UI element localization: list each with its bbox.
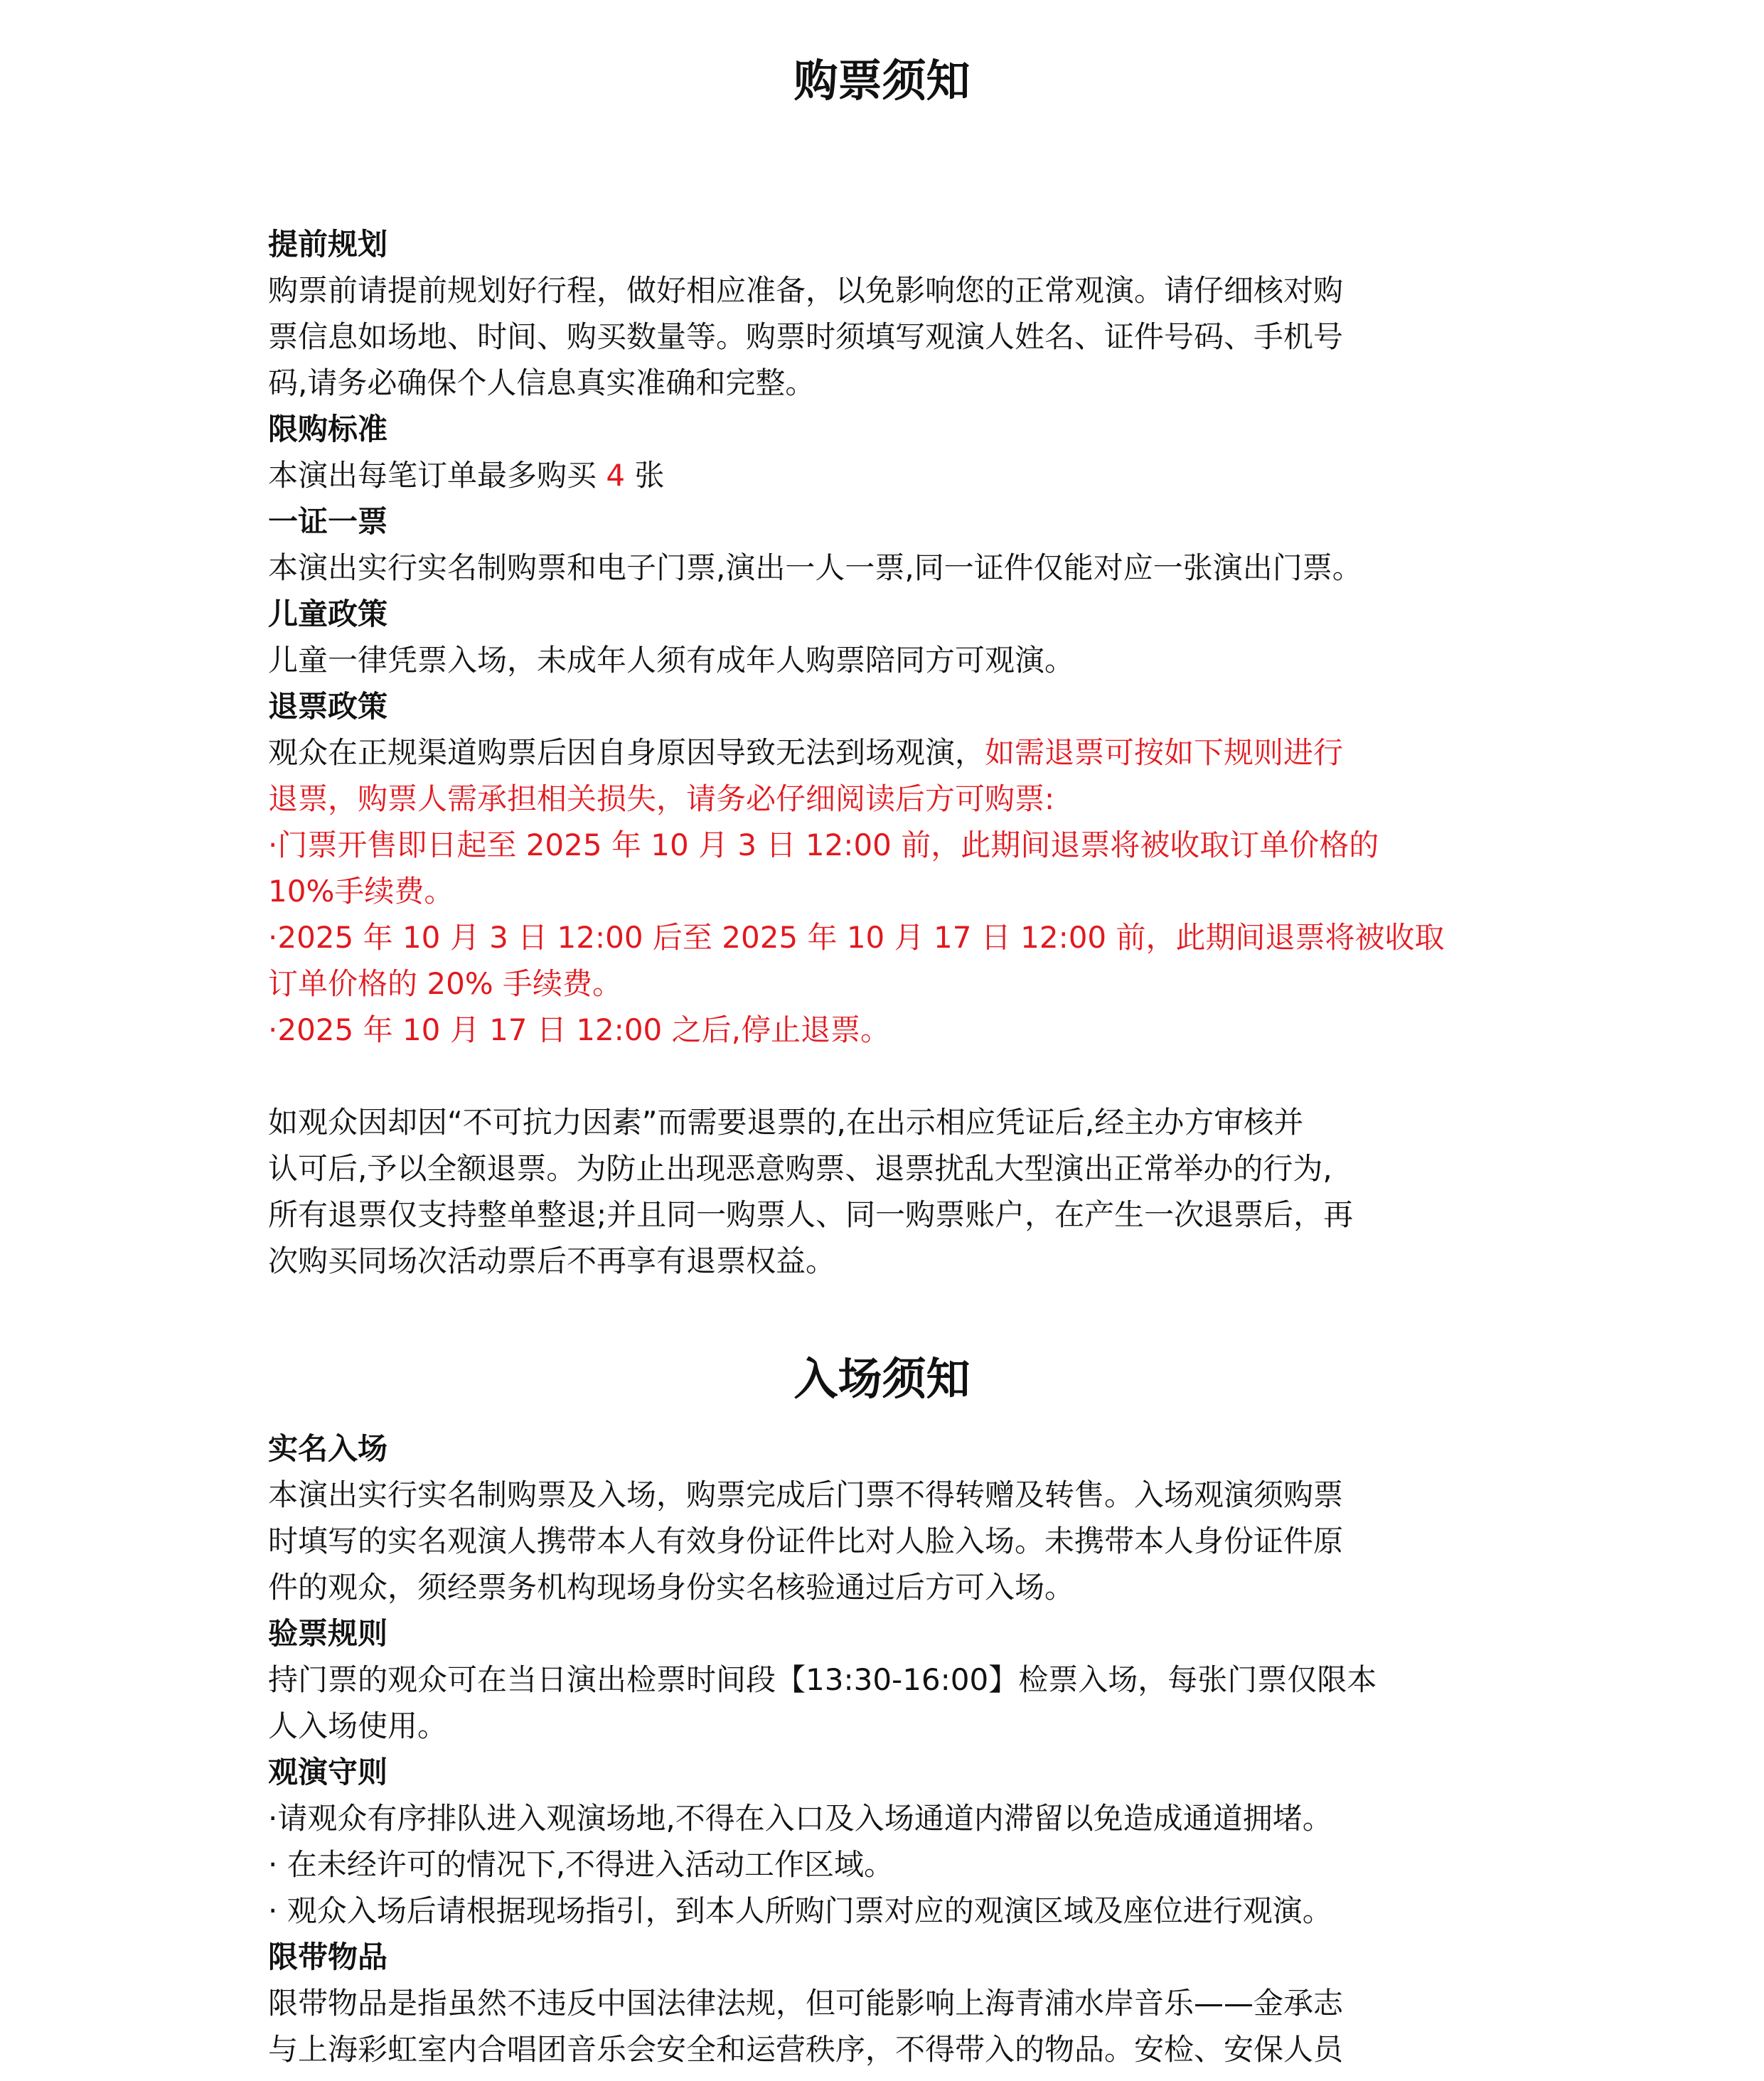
paragraph-gap bbox=[268, 1053, 1519, 1099]
planning-line: 码,请务必确保个人信息真实准确和完整。 bbox=[268, 365, 816, 400]
heading-refund-policy: 退票政策 bbox=[268, 689, 388, 724]
heading-purchase-limit: 限购标准 bbox=[268, 412, 388, 446]
refund-rule-line: ·2025 年 10 月 3 日 12:00 后至 2025 年 10 月 17 日 12:00 前，此期间退票将被收取 bbox=[268, 920, 1445, 955]
force-majeure-line: 认可后,予以全额退票。为防止出现恶意购票、退票扰乱大型演出正常举办的行为, bbox=[268, 1151, 1332, 1186]
force-majeure-line: 次购买同场次活动票后不再享有退票权益。 bbox=[268, 1243, 836, 1278]
refund-rule-line: ·2025 年 10 月 17 日 12:00 之后,停止退票。 bbox=[268, 1012, 890, 1047]
refund-intro-line bbox=[268, 729, 1519, 776]
child-policy-line: 儿童一律凭票入场，未成年人须有成年人购票陪同方可观演。 bbox=[268, 643, 1075, 678]
refund-warning-text: 如需退票可按如下规则进行 bbox=[985, 735, 1344, 770]
conduct-line: · 在未经许可的情况下,不得进入活动工作区域。 bbox=[268, 1847, 894, 1882]
restricted-line: 限带物品是指虽然不违反中国法律法规，但可能影响上海青浦水岸音乐——金承志 bbox=[268, 1986, 1344, 2021]
refund-warning-line: 退票，购票人需承担相关损失，请务必仔细阅读后方可购票: bbox=[268, 781, 1055, 816]
realname-line: 本演出实行实名制购票及入场，购票完成后门票不得转赠及转售。入场观演须购票 bbox=[268, 1477, 1344, 1512]
ticket-check-line: 人入场使用。 bbox=[268, 1708, 448, 1743]
realname-line: 件的观众，须经票务机构现场身份实名核验通过后方可入场。 bbox=[268, 1570, 1075, 1605]
section-title-entry-notice: 入场须知 bbox=[793, 1353, 971, 1405]
conduct-line: ·请观众有序排队进入观演场地,不得在入口及入场通道内滞留以免造成通道拥堵。 bbox=[268, 1801, 1332, 1836]
refund-intro-text: 观众在正规渠道购票后因自身原因导致无法到场观演， bbox=[268, 735, 985, 770]
refund-rule-line: 订单价格的 20% 手续费。 bbox=[268, 966, 623, 1001]
section-title-ticket-notice: 购票须知 bbox=[793, 55, 971, 107]
refund-rule-line: ·门票开售即日起至 2025 年 10 月 3 日 12:00 前，此期间退票将被收取订单价格的 bbox=[268, 828, 1379, 862]
heading-ticket-check: 验票规则 bbox=[268, 1616, 388, 1651]
restricted-line: 与上海彩虹室内合唱团音乐会安全和运营秩序，不得带入的物品。安检、安保人员 bbox=[268, 2032, 1344, 2067]
force-majeure-line: 所有退票仅支持整单整退;并且同一购票人、同一购票账户，在产生一次退票后，再 bbox=[268, 1197, 1354, 1232]
purchase-limit-line bbox=[268, 452, 1519, 498]
limit-suffix: 张 bbox=[625, 458, 665, 493]
limit-prefix: 本演出每笔订单最多购买 bbox=[268, 458, 606, 493]
entry-notice-body bbox=[268, 1425, 1519, 2072]
refund-rule-line: 10%手续费。 bbox=[268, 874, 454, 909]
heading-realname-entry: 实名入场 bbox=[268, 1431, 388, 1466]
planning-line: 票信息如场地、时间、购买数量等。购票时须填写观演人姓名、证件号码、手机号 bbox=[268, 319, 1344, 354]
limit-value: 4 bbox=[606, 458, 626, 493]
heading-planning: 提前规划 bbox=[268, 227, 388, 262]
ticket-check-line: 持门票的观众可在当日演出检票时间段【13:30-16:00】检票入场，每张门票仅限本 bbox=[268, 1662, 1377, 1697]
heading-conduct-rules: 观演守则 bbox=[268, 1755, 388, 1790]
conduct-line: · 观众入场后请根据现场指引，到本人所购门票对应的观演区域及座位进行观演。 bbox=[268, 1893, 1332, 1928]
heading-child-policy: 儿童政策 bbox=[268, 597, 388, 631]
planning-line: 购票前请提前规划好行程，做好相应准备，以免影响您的正常观演。请仔细核对购 bbox=[268, 273, 1344, 308]
ticket-notice-body bbox=[268, 221, 1519, 1284]
one-id-line: 本演出实行实名制购票和电子门票,演出一人一票,同一证件仅能对应一张演出门票。 bbox=[268, 550, 1362, 585]
heading-one-id-one-ticket: 一证一票 bbox=[268, 504, 388, 539]
realname-line: 时填写的实名观演人携带本人有效身份证件比对人脸入场。未携带本人身份证件原 bbox=[268, 1524, 1344, 1558]
heading-restricted-items: 限带物品 bbox=[268, 1940, 388, 1974]
force-majeure-line: 如观众因却因“不可抗力因素”而需要退票的,在出示相应凭证后,经主办方审核并 bbox=[268, 1105, 1304, 1140]
